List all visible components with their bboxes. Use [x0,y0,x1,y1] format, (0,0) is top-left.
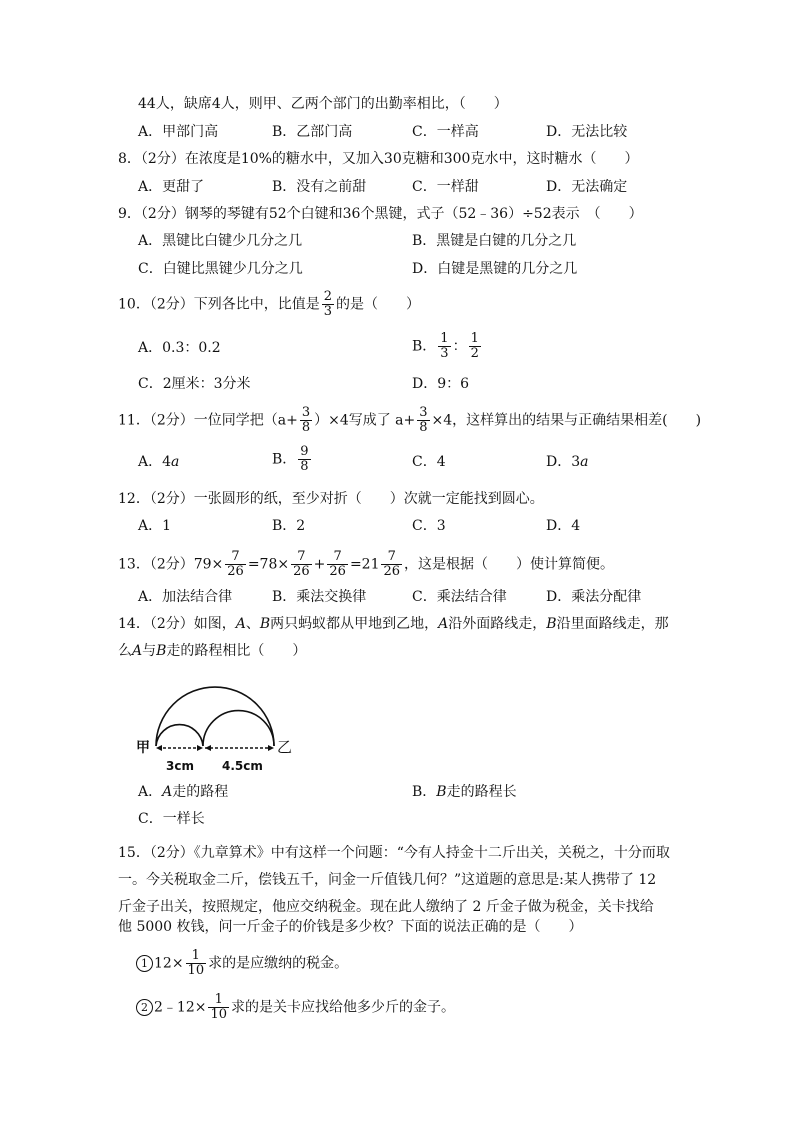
q13-option-b[interactable]: B．乘法交换律 [272,589,367,605]
q14-stem-line2 [118,641,306,661]
fraction [298,445,310,474]
fraction-1 [438,332,450,361]
q10-option-a[interactable]: A．0.3：0.2 [138,340,221,356]
q14-semicircle-figure [130,666,300,778]
medium-semicircle [203,711,274,746]
outer-semicircle [156,687,274,746]
arrow-head [156,745,162,751]
q9-option-d[interactable]: D．白键是黑键的几分之几 [412,261,578,277]
variable: A [162,784,173,800]
arrow-head [268,745,274,751]
var-a: A [235,616,246,632]
q7-option-b[interactable]: B．乙部门高 [272,124,353,140]
length-label-2: 4.5cm [222,759,263,773]
q10-stem-pre: 10．（2分）下列各比中，比值是 [118,296,320,313]
var-a: A [132,643,143,659]
q10-option-b[interactable] [412,332,483,361]
frac-num: 3 [301,405,311,420]
frac-den: 3 [323,304,333,319]
var-a: A [438,616,449,632]
q10-fraction [322,290,334,319]
frac-den: 8 [300,459,309,474]
var-b: B [259,616,271,632]
q8-option-d[interactable]: D．无法确定 [546,179,628,195]
q9-option-c[interactable]: C．白键比黑键少几分之几 [138,261,303,277]
q7-stem-continuation: 44人，缺席4人，则甲、乙两个部门的出勤率相比，（ ） [138,96,508,112]
arrow-head [205,745,211,751]
fraction [417,406,429,435]
expr: =78× [247,556,290,573]
fraction [381,550,402,579]
q15-stem-line3: 斤金子出关，按照规定，他应交纳税金。现在此人缴纳了 2 斤金子做为税金，关卡找给 [118,899,654,915]
frac-num: 1 [440,331,449,346]
arrow-head [197,745,203,751]
small-semicircle [156,725,203,746]
option-letter: B． [412,784,437,800]
var-b: B [156,643,167,659]
q11-option-c[interactable]: C．4 [412,454,446,470]
q10-stem-post: 的是（ ） [336,296,421,313]
q11-option-d[interactable] [546,452,589,472]
q14-text: 么 [118,643,132,659]
q12-stem: 12．（2分）一张圆形的纸，至少对折（ ）次就一定能找到圆心。 [118,491,544,507]
fraction [186,949,207,978]
frac-num: 1 [186,949,207,964]
q11-stem [118,406,701,435]
q13-stem [118,550,614,579]
frac-den: 26 [227,564,244,579]
option-text: 走的路程 [172,784,229,800]
q14-option-a[interactable] [138,782,228,802]
q14-text: 沿外面路线走， [448,616,547,632]
q7-option-a[interactable]: A．甲部门高 [138,124,219,140]
option-text: D．3 [546,454,581,470]
statement-text: 求的是关卡应找给他多少斤的金子。 [231,999,455,1016]
frac-den: 10 [187,963,205,978]
expr: 2﹣12× [154,999,207,1016]
q14-option-b[interactable] [412,782,517,802]
q11-option-b[interactable] [272,445,313,474]
frac-num: 7 [291,550,312,565]
option-letter: B． [272,451,297,468]
frac-num: 2 [323,289,333,304]
fraction-2 [469,332,481,361]
fraction [291,550,312,579]
q12-option-a[interactable]: A．1 [138,518,172,534]
q14-stem-line1 [118,614,669,634]
statement-text: 求的是应缴纳的税金。 [208,955,349,972]
q8-option-b[interactable]: B．没有之前甜 [272,179,367,195]
frac-num: 1 [208,993,229,1008]
length-label-1: 3cm [166,759,194,773]
q15-stem-line1: 15．（2分）《九章算术》中有这样一个问题：“今有人持金十二斤出关，关税之，十分而取 [118,845,670,861]
label-start: 甲 [136,740,150,756]
q10-stem [118,290,420,319]
q14-text: 沿里面路线走，那 [556,616,669,632]
frac-den: 2 [470,346,479,361]
ratio-colon: ： [452,338,467,355]
variable: a [580,454,589,470]
q7-option-c[interactable]: C．一样高 [412,124,479,140]
q14-text: 与 [142,643,157,659]
q13-option-a[interactable]: A．加法结合律 [138,589,233,605]
q10-option-c[interactable]: C．2厘米：3分米 [138,376,251,392]
q11-stem-pre: 11．（2分）一位同学把（a+ [118,412,298,429]
expr: 12× [154,955,184,972]
q15-stem-line4: 他 5000 枚钱，问一斤金子的价钱是多少枚？下面的说法正确的是（ ） [118,919,583,935]
frac-den: 10 [210,1007,227,1022]
q11-stem-post: ×4，这样算出的结果与正确结果相差( ) [431,412,702,429]
q13-option-d[interactable]: D．乘法分配律 [546,589,642,605]
q14-text: 14．（2分）如图， [118,616,236,632]
frac-den: 3 [440,346,449,361]
q14-text: 两只蚂蚁都从甲地到乙地， [270,616,439,632]
var-b: B [546,616,557,632]
expr: + [313,556,326,573]
option-letter: A． [138,784,163,800]
q8-option-a[interactable]: A．更甜了 [138,179,205,195]
q8-stem: 8．（2分）在浓度是10%的糖水中，又加入30克糖和300克水中，这时糖水（ ） [118,151,639,167]
variable: a [171,454,180,470]
q12-option-c[interactable]: C．3 [412,518,446,534]
fraction [327,550,348,579]
q15-statement-2[interactable] [136,993,455,1022]
q11-stem-mid: ）×4写成了 a+ [314,412,416,429]
q14-text: 走的路程相比（ ） [166,643,307,659]
frac-den: 26 [293,564,310,579]
frac-den: 26 [383,564,401,579]
frac-num: 7 [225,550,246,565]
q10-option-d[interactable]: D．9：6 [412,376,470,392]
option-text: A．4 [138,454,172,470]
q7-option-d[interactable]: D．无法比较 [546,124,628,140]
frac-num: 3 [419,405,428,420]
q8-option-c[interactable]: C．一样甜 [412,179,479,195]
q9-option-a[interactable]: A．黑键比白键少几分之几 [138,233,303,249]
frac-den: 26 [329,564,346,579]
expr: =21 [349,556,380,573]
option-text: 走的路程长 [446,784,517,800]
q12-option-d[interactable]: D．4 [546,518,581,534]
frac-num: 7 [381,550,402,565]
q15-statement-1[interactable] [136,949,348,978]
fraction [300,406,312,435]
expr: 79× [193,556,224,573]
label-end: 乙 [277,738,293,756]
q14-text: 、 [245,616,260,632]
q11-option-a[interactable] [138,452,179,472]
frac-num: 1 [470,331,479,346]
q13-option-c[interactable]: C．乘法结合律 [412,589,507,605]
frac-den: 8 [419,420,428,435]
frac-num: 7 [327,550,348,565]
q14-option-c[interactable]: C．一样长 [138,811,205,827]
variable: B [436,784,447,800]
q9-stem: 9．（2分）钢琴的琴键有52个白键和36个黑键，式子（52﹣36）÷52表示 （ ） [118,206,643,222]
q9-option-b[interactable]: B．黑键是白键的几分之几 [412,233,577,249]
fraction [225,550,246,579]
option-letter: B． [412,338,437,355]
q13-stem-pre: 13．（2分） [118,556,194,573]
circled-number-1: 1 [136,955,153,972]
q12-option-b[interactable]: B．2 [272,518,306,534]
frac-num: 9 [300,444,309,459]
frac-den: 8 [301,420,311,435]
q15-stem-line2: 一。今关税取金二斤，偿钱五千，问金一斤值钱几何？”这道题的意思是:某人携带了 12 [118,872,657,888]
fraction [208,993,229,1022]
circled-number-2: 2 [136,999,153,1016]
q13-stem-post: ，这是根据（ ）使计算简便。 [404,556,615,573]
